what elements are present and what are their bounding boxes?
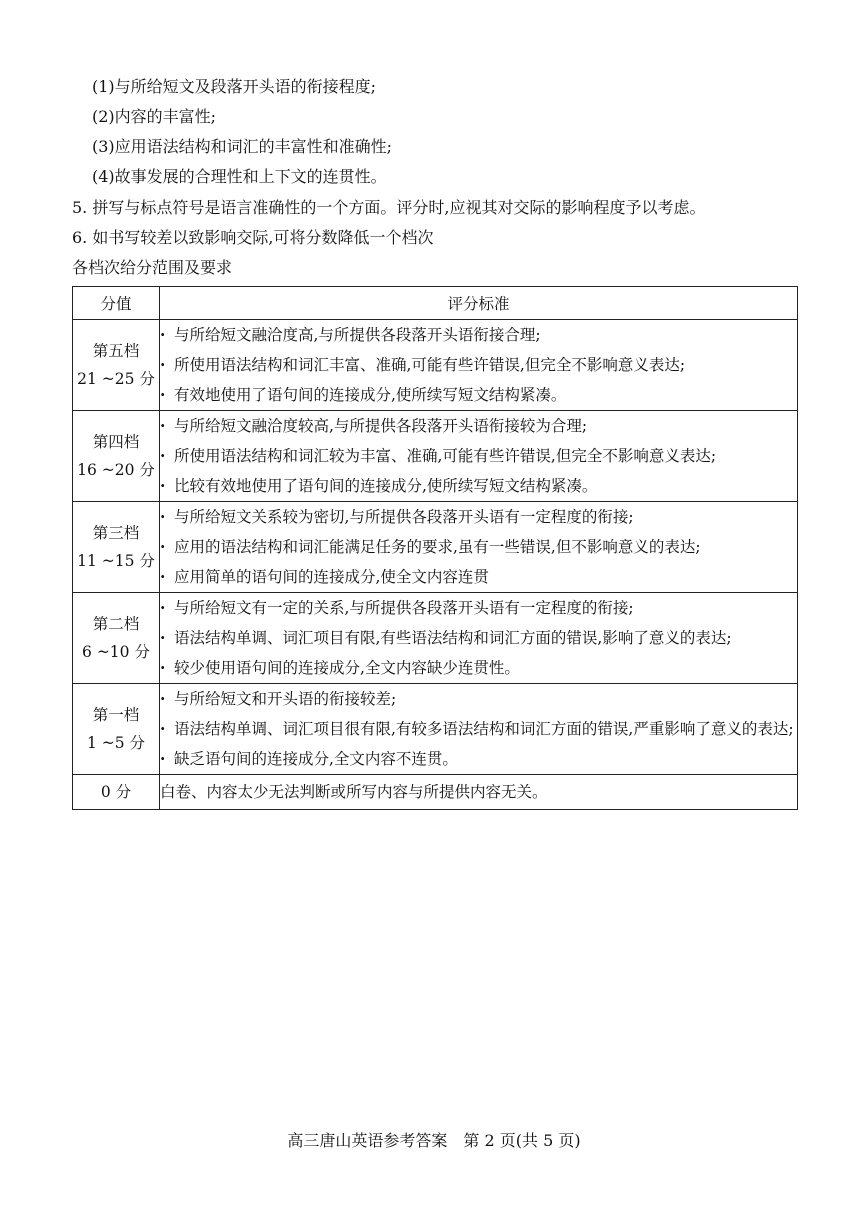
- grade-label: 第三档: [92, 524, 140, 542]
- table-row: [73, 502, 798, 593]
- criteria-item: · 较少使用语句间的连接成分,全文内容缺少连贯性。: [160, 653, 797, 683]
- criteria-item: · 有效地使用了语句间的连接成分,使所续写短文结构紧凑。: [160, 380, 797, 410]
- criteria-item: · 与所给短文和开头语的衔接较差;: [160, 684, 797, 714]
- criteria-item: · 与所给短文关系较为密切,与所提供各段落开头语有一定程度的衔接;: [160, 502, 797, 532]
- criteria-item: · 所使用语法结构和词汇丰富、准确,可能有些许错误,但完全不影响意义表达;: [160, 350, 797, 380]
- page-footer: 高三唐山英语参考答案 第 2 页(共 5 页): [287, 1131, 581, 1150]
- note-point-6: 6. 如书写较差以致影响交际,可将分数降低一个档次: [72, 228, 434, 247]
- score-cell: [73, 411, 160, 502]
- score-cell: [73, 593, 160, 684]
- criteria-cell: 白卷、内容太少无法判断或所写内容与所提供内容无关。: [160, 775, 798, 810]
- grade-label: 第五档: [92, 342, 140, 360]
- grade-label: 第一档: [92, 706, 140, 724]
- criteria-cell: [160, 411, 798, 502]
- criteria-item: · 与所给短文有一定的关系,与所提供各段落开头语有一定程度的衔接;: [160, 593, 797, 623]
- header-criteria: 评分标准: [160, 287, 798, 320]
- table-row: [73, 593, 798, 684]
- criteria-item: · 与所给短文融洽度高,与所提供各段落开头语衔接合理;: [160, 320, 797, 350]
- criteria-item: · 语法结构单调、词汇项目有限,有些语法结构和词汇方面的错误,影响了意义的表达;: [160, 623, 797, 653]
- grade-range: 16 ~20 分: [77, 461, 155, 479]
- criteria-item: · 所使用语法结构和词汇较为丰富、准确,可能有些许错误,但完全不影响意义表达;: [160, 441, 797, 471]
- criterion-item-1: (1)与所给短文及段落开头语的衔接程度;: [92, 77, 377, 96]
- grade-range: 6 ~10 分: [82, 643, 150, 661]
- grading-table: [72, 286, 798, 810]
- score-cell: [73, 684, 160, 775]
- criteria-cell: [160, 684, 798, 775]
- grade-label: 第二档: [92, 615, 140, 633]
- grade-range: 1 ~5 分: [86, 734, 146, 752]
- table-row: [73, 411, 798, 502]
- criteria-item: · 比较有效地使用了语句间的连接成分,使所续写短文结构紧凑。: [160, 471, 797, 501]
- table-row: [73, 684, 798, 775]
- criteria-cell: [160, 320, 798, 411]
- criteria-item: · 与所给短文融洽度较高,与所提供各段落开头语衔接较为合理;: [160, 411, 797, 441]
- header-score: 分值: [73, 287, 160, 320]
- grade-label: 第四档: [92, 433, 140, 451]
- criterion-item-2: (2)内容的丰富性;: [92, 107, 217, 126]
- criterion-item-4: (4)故事发展的合理性和上下文的连贯性。: [92, 167, 387, 186]
- criteria-cell: [160, 593, 798, 684]
- table-caption: 各档次给分范围及要求: [72, 258, 233, 277]
- score-cell: 0 分: [73, 775, 160, 810]
- table-row-zero: [73, 775, 798, 810]
- criteria-item: · 应用的语法结构和词汇能满足任务的要求,虽有一些错误,但不影响意义的表达;: [160, 532, 797, 562]
- score-cell: [73, 502, 160, 593]
- criterion-item-3: (3)应用语法结构和词汇的丰富性和准确性;: [92, 137, 393, 156]
- table-row: [73, 320, 798, 411]
- table-header-row: [73, 287, 798, 320]
- grade-range: 11 ~15 分: [77, 552, 155, 570]
- criteria-cell: [160, 502, 798, 593]
- criteria-item: · 缺乏语句间的连接成分,全文内容不连贯。: [160, 744, 797, 774]
- note-point-5: 5. 拼写与标点符号是语言准确性的一个方面。评分时,应视其对交际的影响程度予以考虑。: [72, 198, 706, 217]
- criteria-item: · 应用简单的语句间的连接成分,使全文内容连贯: [160, 562, 797, 592]
- criteria-item: · 语法结构单调、词汇项目很有限,有较多语法结构和词汇方面的错误,严重影响了意义的表达;: [160, 714, 797, 744]
- grade-range: 21 ~25 分: [77, 370, 155, 388]
- score-cell: [73, 320, 160, 411]
